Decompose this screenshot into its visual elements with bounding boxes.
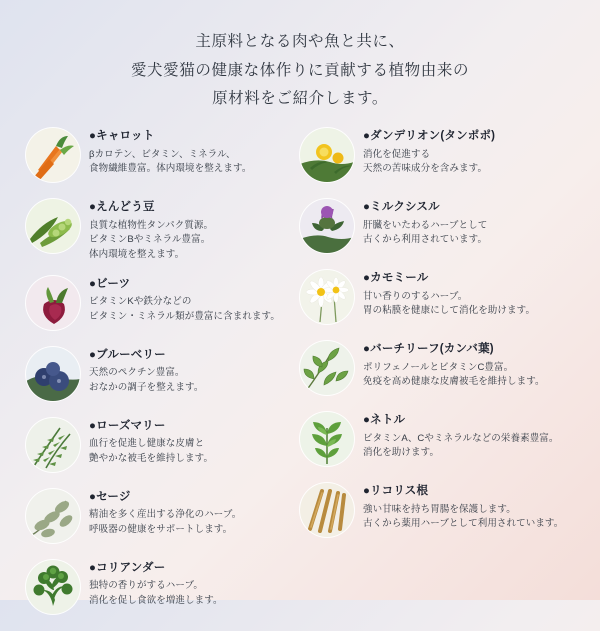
chamomile-icon <box>300 270 354 324</box>
headline-line-3: 原材料をご紹介します。 <box>212 90 388 108</box>
desc-line: 古くから薬用ハーブとして利用されています。 <box>363 518 564 530</box>
desc-line: 呼吸器の健康をサポートします。 <box>89 523 233 535</box>
ingredient-column-right <box>300 128 574 631</box>
desc-line: βカロテン、ビタミン、ミネラル、 <box>89 148 236 160</box>
item-description <box>363 219 487 248</box>
list-item <box>26 560 300 618</box>
item-description <box>89 148 251 177</box>
item-title: ●ブルーベリー <box>89 348 166 361</box>
item-description <box>363 290 535 319</box>
desc-line: 強い甘味を持ち胃腸を保護します。 <box>363 503 516 515</box>
item-text <box>363 483 563 532</box>
list-item <box>300 199 574 257</box>
item-text <box>89 199 213 263</box>
list-item <box>300 341 574 399</box>
headline-line-1: 主原料となる肉や魚と共に、 <box>195 33 405 50</box>
item-title: ●バーチリーフ(カンバ葉) <box>363 343 494 356</box>
milk-thistle-icon <box>300 199 354 253</box>
desc-line: ビタミンA、Cやミネラルなどの栄養素豊富。 <box>363 432 559 444</box>
dandelion-icon <box>300 128 354 182</box>
ingredient-column-left <box>26 128 300 631</box>
desc-line: 天然の苦味成分を含みます。 <box>363 163 488 175</box>
item-description <box>363 432 559 461</box>
list-item <box>300 483 574 541</box>
page-title <box>20 28 580 114</box>
item-title: ●リコリス根 <box>363 485 429 498</box>
desc-line: 精油を多く産出する浄化のハーブ。 <box>89 509 242 521</box>
list-item <box>26 347 300 405</box>
coriander-icon <box>26 560 80 614</box>
birch-leaf-icon <box>300 341 354 395</box>
desc-line: 消化を助けます。 <box>363 447 440 459</box>
item-text <box>89 276 280 325</box>
item-description <box>89 366 203 395</box>
carrot-icon <box>26 128 80 182</box>
list-item <box>26 276 300 334</box>
desc-line: 古くから利用されています。 <box>363 234 488 246</box>
item-text <box>363 412 559 461</box>
item-description <box>363 148 495 177</box>
list-item <box>26 199 300 263</box>
list-item <box>26 489 300 547</box>
item-title: ●セージ <box>89 490 131 503</box>
item-text <box>363 199 487 248</box>
desc-line: 食物繊維豊富。体内環境を整えます。 <box>89 163 252 175</box>
desc-line: 血行を促進し健康な皮膚と <box>89 438 205 450</box>
pea-icon <box>26 199 80 253</box>
headline-line-2: 愛犬愛猫の健康な体作りに貢献する植物由来の <box>130 61 470 79</box>
desc-line: ビタミンBやミネラル豊富。 <box>89 234 211 246</box>
item-text <box>363 128 495 177</box>
desc-line: 天然のペクチン豊富。 <box>89 367 185 379</box>
desc-line: 免疫を高め健康な皮膚被毛を維持します。 <box>363 376 545 388</box>
item-title: ●ミルクシスル <box>363 201 440 214</box>
desc-line: 甘い香りのするハーブ。 <box>363 290 468 302</box>
item-title: ●カモミール <box>363 272 429 285</box>
item-text <box>89 418 213 467</box>
rosemary-icon <box>26 418 80 472</box>
desc-line: 独特の香りがするハーブ。 <box>89 580 203 592</box>
blueberry-icon <box>26 347 80 401</box>
list-item <box>300 412 574 470</box>
desc-line: 良質な植物性タンパク質源。 <box>89 219 214 231</box>
item-text <box>89 128 251 177</box>
desc-line: 体内環境を整えます。 <box>89 248 185 260</box>
item-title: ●ビーツ <box>89 277 131 290</box>
list-item <box>300 128 574 186</box>
item-description <box>89 219 213 263</box>
item-title: ●キャロット <box>89 130 155 143</box>
nettle-icon <box>300 412 354 466</box>
item-title: ●えんどう豆 <box>89 201 155 214</box>
desc-line: ポリフェノールとビタミンC豊富。 <box>363 361 514 373</box>
desc-line: おなかの調子を整えます。 <box>89 381 204 393</box>
list-item <box>26 418 300 476</box>
item-description <box>363 503 563 532</box>
item-text <box>89 560 223 609</box>
item-title: ●ローズマリー <box>89 419 166 432</box>
sage-icon <box>26 489 80 543</box>
list-item <box>26 128 300 186</box>
desc-line: ビタミン・ミネラル類が豊富に含まれます。 <box>89 310 280 322</box>
item-title: ●ネトル <box>363 414 406 427</box>
desc-line: 消化を促し食欲を増進します。 <box>89 594 223 606</box>
item-title: ●ダンデリオン(タンポポ) <box>363 130 496 143</box>
item-description <box>89 579 223 608</box>
ingredient-columns <box>20 128 580 631</box>
desc-line: 肝臓をいたわるハーブとして <box>363 219 488 231</box>
list-item <box>300 270 574 328</box>
licorice-icon <box>300 483 354 537</box>
desc-line: 艶やかな被毛を維持します。 <box>89 452 214 464</box>
item-description <box>89 295 280 324</box>
item-description <box>363 361 545 390</box>
desc-line: 消化を促進する <box>363 148 431 160</box>
item-description <box>89 508 241 537</box>
item-text <box>89 347 203 396</box>
desc-line: 胃の粘膜を健康にして消化を助けます。 <box>363 305 536 317</box>
item-text <box>89 489 241 538</box>
item-description <box>89 437 213 466</box>
item-text <box>363 270 535 319</box>
item-text <box>363 341 545 390</box>
item-title: ●コリアンダー <box>89 561 166 574</box>
beet-icon <box>26 276 80 330</box>
desc-line: ビタミンKや鉄分などの <box>89 296 192 308</box>
